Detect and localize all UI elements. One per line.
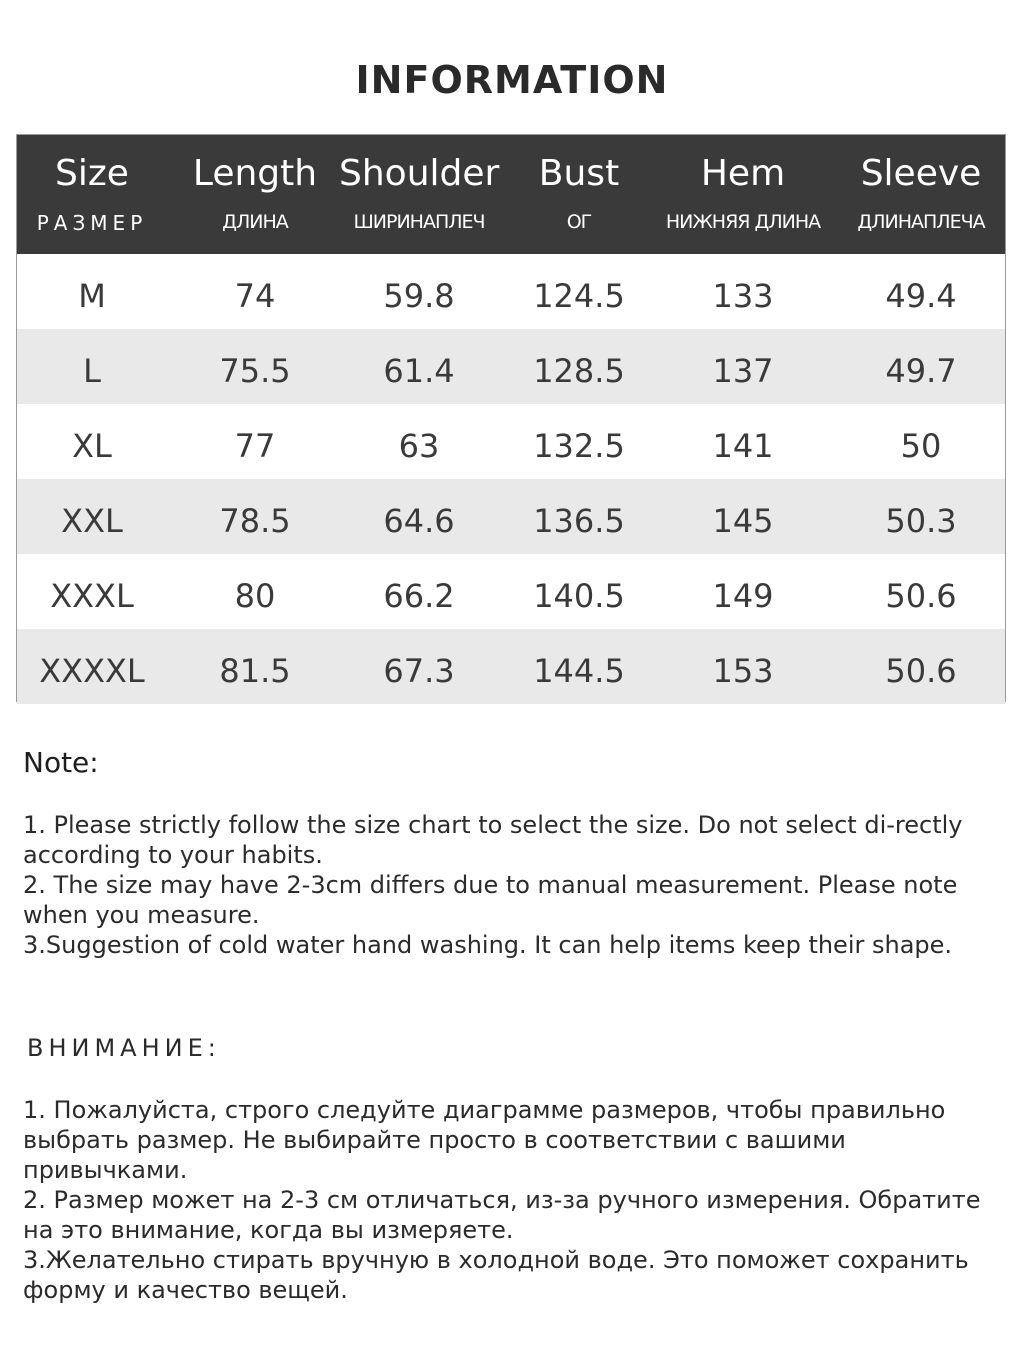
ru-note-item: 2. Размер может на 2-3 см отличаться, из-за ручного измерения. Обратите на это внимание, когда вы измеряете. xyxy=(23,1186,981,1244)
cell-hem: 145 xyxy=(712,502,774,540)
table-row xyxy=(17,254,1005,329)
header-length xyxy=(175,135,335,254)
cell-size: XXL xyxy=(61,502,123,540)
note-list xyxy=(23,810,983,960)
cell-bust: 124.5 xyxy=(533,277,625,315)
table-row xyxy=(17,479,1005,554)
header-label: Bust xyxy=(538,153,620,194)
cell-sleeve: 49.4 xyxy=(885,277,957,315)
note-item: 1. Please strictly follow the size chart to select the size. Do not select di-rectly according to your habits. xyxy=(23,811,963,869)
cell-hem: 141 xyxy=(712,427,774,465)
header-size xyxy=(17,135,167,254)
table-row xyxy=(17,329,1005,404)
cell-size: XXXXL xyxy=(39,652,145,690)
cell-shoulder: 67.3 xyxy=(383,652,455,690)
header-label: Size xyxy=(55,153,129,194)
table-row xyxy=(17,629,1005,704)
size-chart-table xyxy=(16,134,1006,702)
cell-shoulder: 66.2 xyxy=(383,577,455,615)
cell-length: 77 xyxy=(234,427,276,465)
cell-shoulder: 59.8 xyxy=(383,277,455,315)
cell-length: 81.5 xyxy=(219,652,291,690)
ru-note-heading: ВНИМАНИЕ: xyxy=(27,1034,221,1062)
header-hem xyxy=(663,135,823,254)
cell-hem: 133 xyxy=(712,277,774,315)
header-sublabel: РАЗМЕР xyxy=(36,211,148,235)
header-sublabel: ДЛИНАПЛЕЧА xyxy=(857,211,985,233)
cell-shoulder: 61.4 xyxy=(383,352,455,390)
header-sublabel: ОГ xyxy=(566,211,592,233)
cell-length: 75.5 xyxy=(219,352,291,390)
ru-note-item: 1. Пожалуйста, строго следуйте диаграмме размеров, чтобы правильно выбрать размер. Не выбирайте просто в соответствии с вашими привычками. xyxy=(23,1096,946,1184)
cell-bust: 128.5 xyxy=(533,352,625,390)
table-row xyxy=(17,404,1005,479)
cell-sleeve: 50.3 xyxy=(885,502,957,540)
table-row xyxy=(17,554,1005,629)
cell-length: 74 xyxy=(234,277,276,315)
cell-shoulder: 63 xyxy=(398,427,440,465)
cell-bust: 140.5 xyxy=(533,577,625,615)
cell-size: XXXL xyxy=(50,577,134,615)
cell-sleeve: 50.6 xyxy=(885,652,957,690)
ru-note-item: 3.Желательно стирать вручную в холодной воде. Это поможет сохранить форму и качество вещей. xyxy=(23,1246,969,1304)
page-title: INFORMATION xyxy=(355,58,669,102)
header-label: Shoulder xyxy=(339,153,500,194)
note-item: 3.Suggestion of cold water hand washing. It can help items keep their shape. xyxy=(23,931,953,959)
cell-bust: 144.5 xyxy=(533,652,625,690)
cell-bust: 136.5 xyxy=(533,502,625,540)
cell-size: XL xyxy=(72,427,112,465)
cell-size: M xyxy=(78,277,106,315)
cell-sleeve: 50.6 xyxy=(885,577,957,615)
header-sleeve xyxy=(837,135,1005,254)
cell-hem: 149 xyxy=(712,577,774,615)
ru-note-list xyxy=(23,1095,983,1305)
header-bust xyxy=(499,135,659,254)
cell-length: 80 xyxy=(234,577,276,615)
header-label: Length xyxy=(192,153,318,194)
header-shoulder xyxy=(339,135,499,254)
header-sublabel: НИЖНЯЯ ДЛИНА xyxy=(665,211,821,233)
note-item: 2. The size may have 2-3cm differs due to manual measurement. Please note when you measure. xyxy=(23,871,958,929)
cell-length: 78.5 xyxy=(219,502,291,540)
cell-sleeve: 50 xyxy=(900,427,942,465)
cell-bust: 132.5 xyxy=(533,427,625,465)
cell-shoulder: 64.6 xyxy=(383,502,455,540)
table-header xyxy=(17,135,1005,254)
header-sublabel: ДЛИНА xyxy=(222,211,288,233)
note-heading: Note: xyxy=(23,746,99,779)
cell-size: L xyxy=(83,352,101,390)
header-sublabel: ШИРИНАПЛЕЧ xyxy=(353,211,485,233)
header-label: Hem xyxy=(700,153,786,194)
cell-hem: 137 xyxy=(712,352,774,390)
header-label: Sleeve xyxy=(860,153,982,194)
cell-hem: 153 xyxy=(712,652,774,690)
cell-sleeve: 49.7 xyxy=(885,352,957,390)
